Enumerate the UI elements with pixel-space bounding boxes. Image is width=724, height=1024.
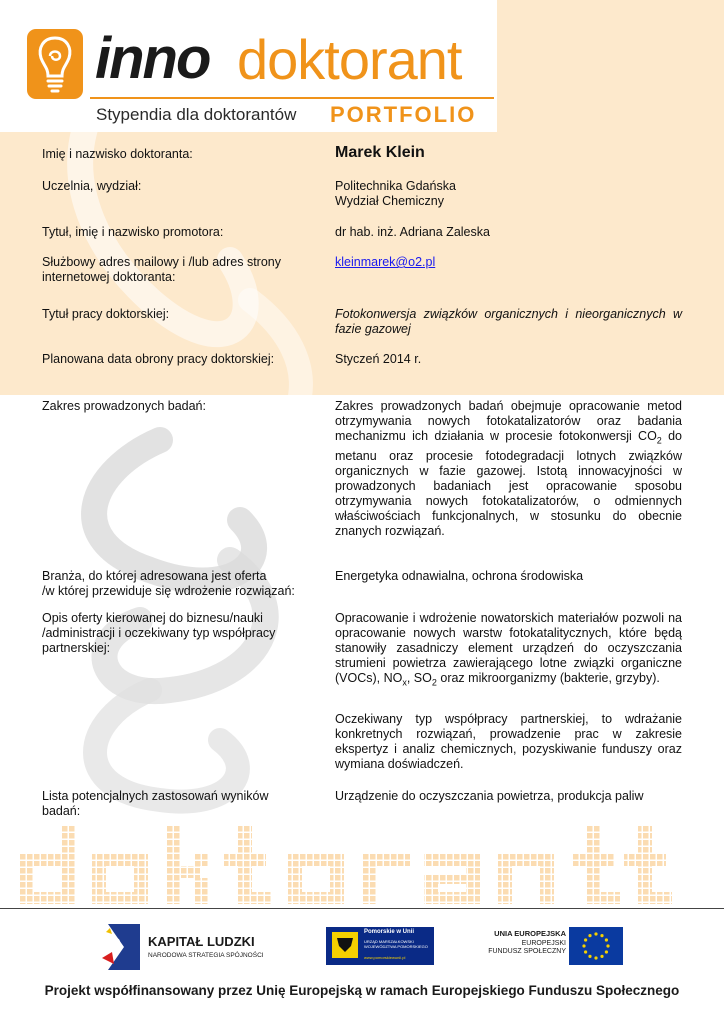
offer-label-line2: /administracji i oczekiwany typ współpracy: [42, 626, 276, 640]
offer-text-1: Opracowanie i wdrożenie nowatorskich materiałów pozwoli na opracowanie nowych warstw fotokatalitycznych, które będą stanowiły zasadniczy element urządzeń do oczyszczania strumieni powietrza zawierającego lotne związki organiczne (VOCs), NO: [335, 611, 682, 685]
thesis-value: Fotokonwersja związków organicznych i nieorganicznych w fazie gazowej: [335, 307, 682, 336]
eu-title: UNIA EUROPEJSKA: [494, 929, 566, 938]
eu-subtitle-line2: FUNDUSZ SPOŁECZNY: [488, 948, 566, 955]
industry-label-line1: Branża, do której adresowana jest oferta: [42, 569, 267, 583]
research-subscript: 2: [656, 435, 662, 446]
portfolio-title: PORTFOLIO: [330, 102, 477, 127]
university-value: [335, 179, 682, 209]
research-value: [335, 399, 682, 539]
pomorskie-url: www.pomorskiewunii.pl: [364, 955, 406, 960]
eu-flag-icon: [569, 927, 623, 965]
footer-funding-text: Projekt współfinansowany przez Unię Europejską w ramach Europejskiego Funduszu Społecznego: [44, 983, 680, 998]
industry-label: [42, 569, 322, 599]
name-label: Imię i nazwisko doktoranta:: [42, 147, 193, 161]
defense-value: Styczeń 2014 r.: [335, 352, 422, 366]
kapital-ludzki-subtitle: NARODOWA STRATEGIA SPÓJNOŚCI: [148, 952, 264, 959]
contact-email-link[interactable]: [335, 255, 682, 270]
university-name: Politechnika Gdańska: [335, 179, 456, 193]
offer-label-line3: partnerskiej:: [42, 641, 111, 655]
header-divider: [90, 97, 494, 99]
applications-label-line1: Lista potencjalnych zastosowań wyników: [42, 789, 269, 803]
contact-label: [42, 255, 322, 285]
eu-subtitle-line1: EUROPEJSKI: [521, 940, 566, 947]
contact-label-line2: internetowej doktoranta:: [42, 270, 176, 284]
header-accent-band: [497, 0, 724, 132]
offer-label-line1: Opis oferty kierowanej do biznesu/nauki: [42, 611, 263, 625]
brand-doktorant: doktorant: [237, 28, 462, 91]
pomorskie-title: Pomorskie w Unii: [364, 929, 415, 935]
brand-inno: inno: [95, 26, 210, 91]
offer-text-2: , SO: [406, 671, 432, 685]
university-label: Uczelnia, wydział:: [42, 179, 142, 193]
name-value: Marek Klein: [335, 144, 425, 161]
offer-subscript-x: x: [402, 677, 407, 688]
offer-text-3: oraz mikroorganizmy (bakterie, grzyby).: [436, 671, 660, 685]
research-label: Zakres prowadzonych badań:: [42, 399, 206, 413]
doktorant-watermark: [20, 826, 710, 906]
eu-subtitle: [478, 940, 566, 956]
faculty-name: Wydział Chemiczny: [335, 194, 444, 208]
lightbulb-logo-icon: [26, 28, 84, 100]
offer-paragraph-1: [335, 611, 682, 691]
pomorskie-subtitle: URZĄD MARSZAŁKOWSKI WOJEWÓDZTWA POMORSKIEGO: [364, 939, 428, 949]
email-link-text[interactable]: kleinmarek@o2.pl: [335, 255, 436, 269]
industry-value: Energetyka odnawialna, ochrona środowiska: [335, 569, 584, 583]
offer-label: [42, 611, 322, 656]
pomorskie-crest-icon: [332, 932, 358, 958]
kapital-ludzki-title: KAPITAŁ LUDZKI: [148, 934, 255, 949]
research-text-1: Zakres prowadzonych badań obejmuje opracowanie metod otrzymywania nowych fotokatalizatorów oraz badania mechanizmu ich działania w procesie fotokonwersji CO: [335, 399, 682, 443]
promoter-label: Tytuł, imię i nazwisko promotora:: [42, 225, 224, 239]
industry-label-line2: /w której przewiduje się wdrożenie rozwiązań:: [42, 584, 295, 598]
kapital-ludzki-logo-icon: [100, 922, 144, 972]
research-text-2: do metanu oraz procesie fotodegradacji lotnych związków organicznych w fazie gazowej. Istotą innowacyjności w prowadzonych badaniach jest opracowanie sposobu otrzymywania nowych fotokatalizatorów, o odmiennych właściwościach funkcjonalnych, w stosunku do obecnie znanych rozwiązań.: [335, 429, 682, 538]
contact-label-line1: Służbowy adres mailowy i /lub adres strony: [42, 255, 281, 269]
applications-label-line2: badań:: [42, 804, 81, 818]
applications-label: [42, 789, 322, 819]
defense-label: Planowana data obrony pracy doktorskiej:: [42, 352, 275, 366]
applications-value: Urządzenie do oczyszczania powietrza, produkcja paliw: [335, 789, 644, 803]
thesis-label: Tytuł pracy doktorskiej:: [42, 307, 170, 321]
header-subtitle: Stypendia dla doktorantów: [96, 105, 297, 124]
offer-paragraph-2: Oczekiwany typ współpracy partnerskiej, to wdrażanie konkretnych rozwiązań, prowadzenie prac w zakresie ekspertyz i analiz chemicznych, pozyskiwanie funduszy oraz wymiana doświadczeń.: [335, 712, 682, 771]
offer-subscript-2: 2: [431, 677, 437, 688]
promoter-value: dr hab. inż. Adriana Zaleska: [335, 225, 490, 239]
footer-divider: [0, 908, 724, 909]
